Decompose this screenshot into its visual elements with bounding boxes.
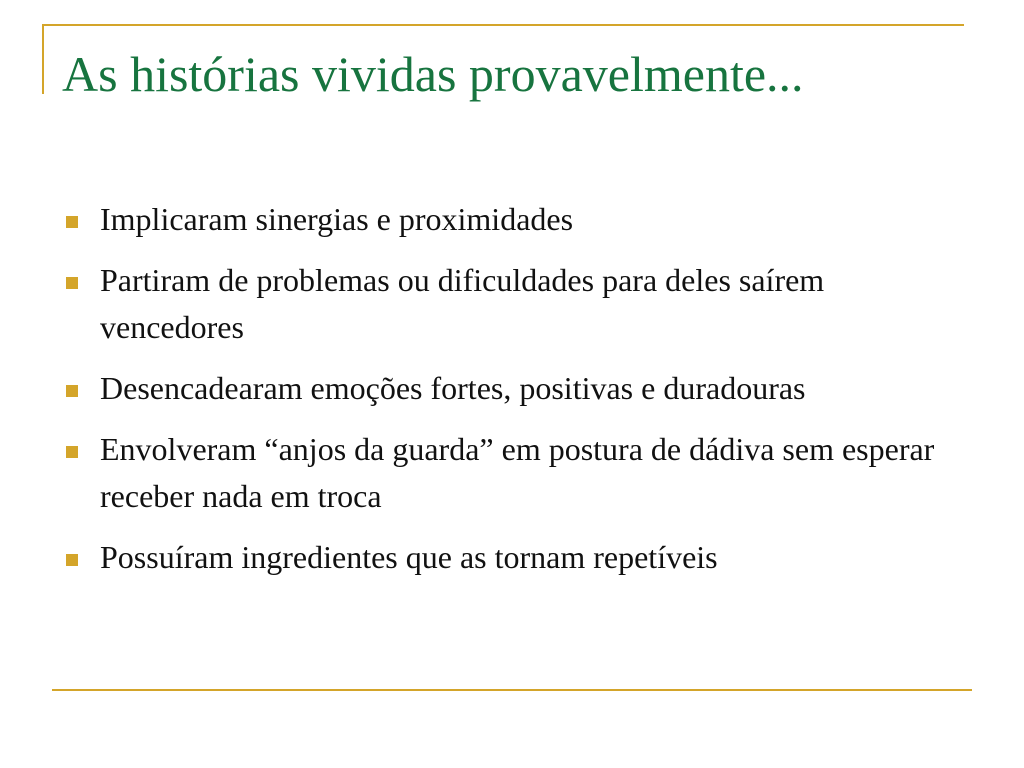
bottom-divider-line [52, 689, 972, 691]
top-border-line [42, 24, 964, 26]
bullet-text: Desencadearam emoções fortes, positivas e duradouras [100, 370, 806, 406]
square-bullet-icon [66, 446, 78, 458]
square-bullet-icon [66, 277, 78, 289]
slide-title: As histórias vividas provavelmente... [62, 46, 804, 102]
bullet-text: Possuíram ingredientes que as tornam repetíveis [100, 539, 718, 575]
square-bullet-icon [66, 385, 78, 397]
bullet-list [64, 196, 944, 595]
square-bullet-icon [66, 216, 78, 228]
bullet-item [64, 196, 944, 243]
bullet-item [64, 426, 944, 520]
square-bullet-icon [66, 554, 78, 566]
bullet-text: Partiram de problemas ou dificuldades para deles saírem vencedores [100, 262, 825, 345]
bullet-text: Envolveram “anjos da guarda” em postura de dádiva sem esperar receber nada em troca [100, 431, 935, 514]
bullet-text: Implicaram sinergias e proximidades [100, 201, 574, 237]
bullet-item [64, 534, 944, 581]
left-border-line [42, 24, 44, 94]
bullet-item [64, 365, 944, 412]
bullet-item [64, 257, 944, 351]
